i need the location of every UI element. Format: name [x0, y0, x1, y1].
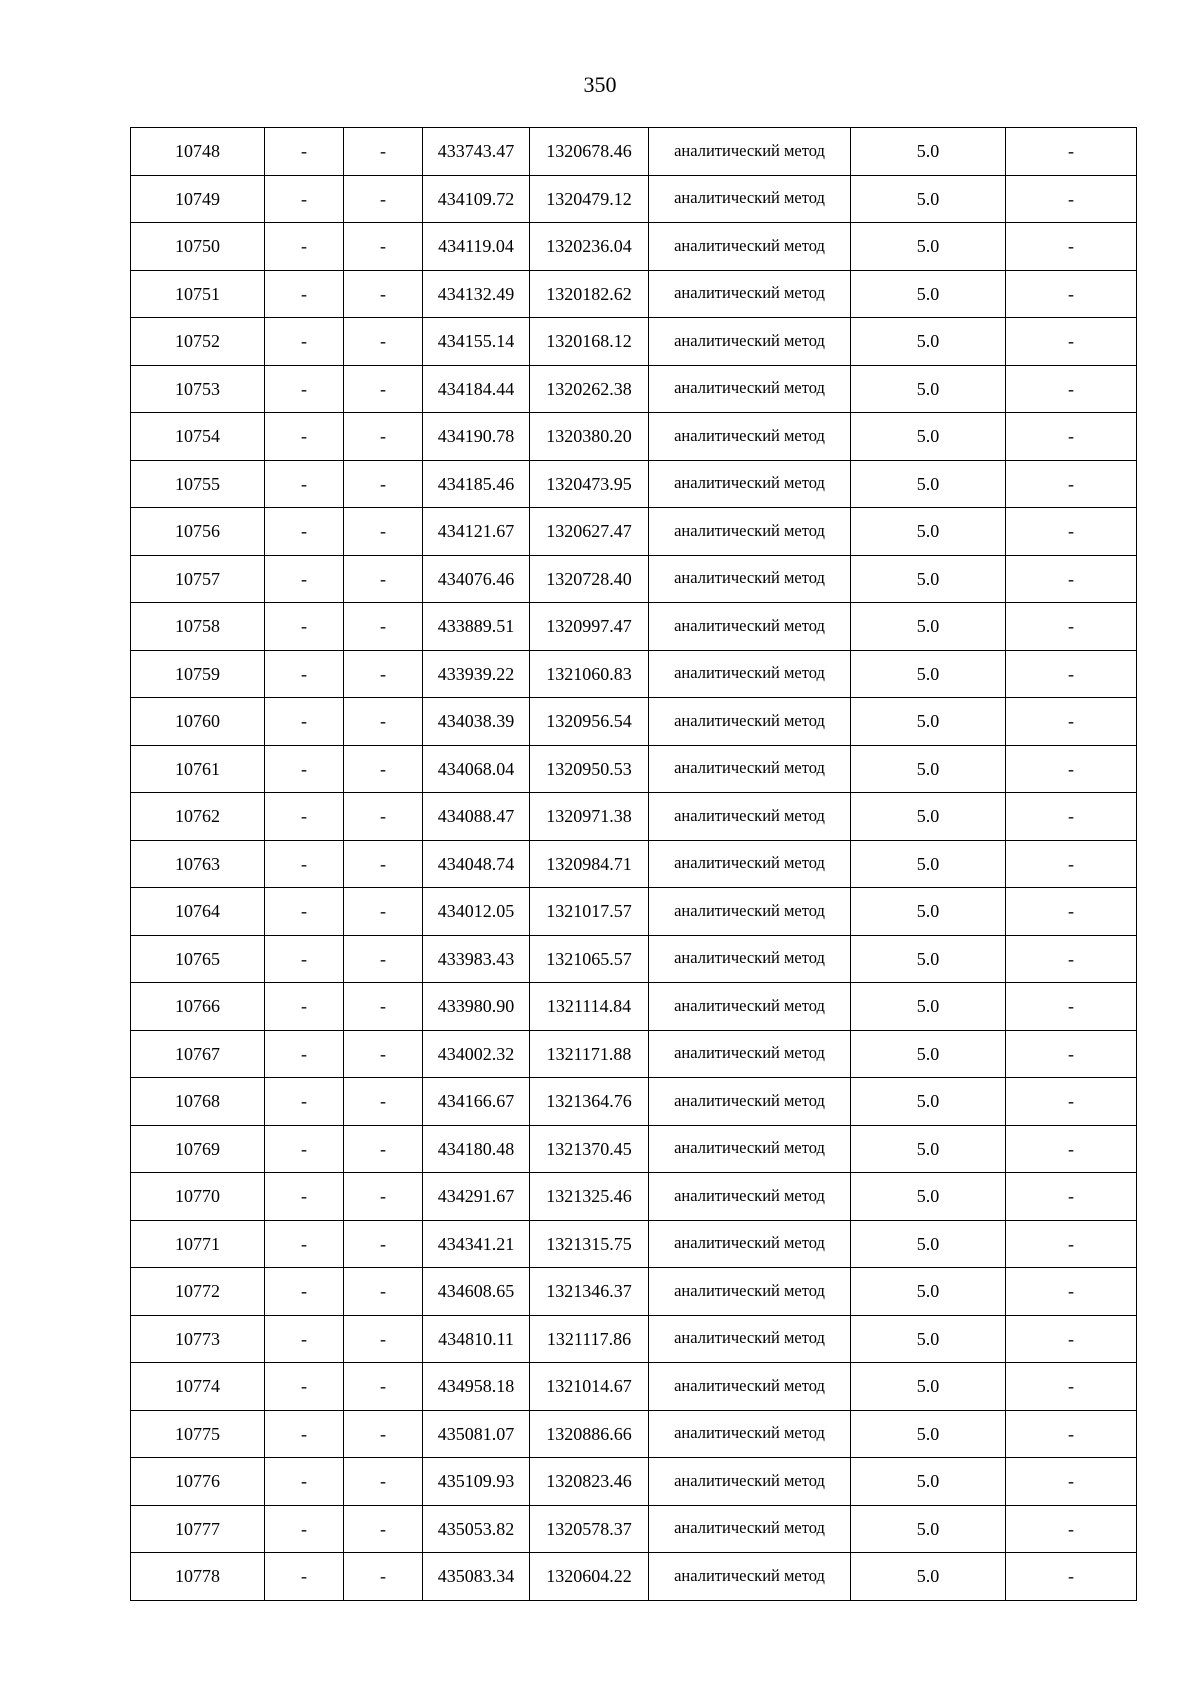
method-cell: аналитический метод — [649, 935, 851, 983]
dash-cell: - — [344, 888, 423, 936]
x-coordinate-cell: 433980.90 — [423, 983, 530, 1031]
method-cell: аналитический метод — [649, 223, 851, 271]
dash-cell: - — [344, 1030, 423, 1078]
method-cell: аналитический метод — [649, 793, 851, 841]
y-coordinate-cell: 1320604.22 — [530, 1553, 649, 1601]
dash-cell: - — [265, 223, 344, 271]
dash-cell: - — [265, 1220, 344, 1268]
note-cell: - — [1006, 365, 1137, 413]
accuracy-cell: 5.0 — [851, 1363, 1006, 1411]
point-id-cell: 10759 — [131, 650, 265, 698]
page-number: 350 — [583, 72, 617, 97]
method-cell: аналитический метод — [649, 650, 851, 698]
point-id-cell: 10752 — [131, 318, 265, 366]
table-row — [131, 508, 1137, 556]
table-body — [131, 128, 1137, 1601]
note-cell: - — [1006, 793, 1137, 841]
x-coordinate-cell: 434012.05 — [423, 888, 530, 936]
table-row — [131, 698, 1137, 746]
y-coordinate-cell: 1320678.46 — [530, 128, 649, 176]
point-id-cell: 10776 — [131, 1458, 265, 1506]
table-row — [131, 1363, 1137, 1411]
table-row — [131, 1173, 1137, 1221]
dash-cell: - — [265, 318, 344, 366]
y-coordinate-cell: 1321065.57 — [530, 935, 649, 983]
note-cell: - — [1006, 128, 1137, 176]
method-cell: аналитический метод — [649, 840, 851, 888]
dash-cell: - — [265, 603, 344, 651]
y-coordinate-cell: 1321060.83 — [530, 650, 649, 698]
accuracy-cell: 5.0 — [851, 365, 1006, 413]
y-coordinate-cell: 1320473.95 — [530, 460, 649, 508]
x-coordinate-cell: 434608.65 — [423, 1268, 530, 1316]
dash-cell: - — [265, 365, 344, 413]
note-cell: - — [1006, 555, 1137, 603]
table-row — [131, 555, 1137, 603]
accuracy-cell: 5.0 — [851, 270, 1006, 318]
point-id-cell: 10750 — [131, 223, 265, 271]
accuracy-cell: 5.0 — [851, 318, 1006, 366]
y-coordinate-cell: 1320956.54 — [530, 698, 649, 746]
y-coordinate-cell: 1321370.45 — [530, 1125, 649, 1173]
dash-cell: - — [265, 650, 344, 698]
table-row — [131, 365, 1137, 413]
method-cell: аналитический метод — [649, 1030, 851, 1078]
note-cell: - — [1006, 1173, 1137, 1221]
point-id-cell: 10778 — [131, 1553, 265, 1601]
x-coordinate-cell: 434068.04 — [423, 745, 530, 793]
note-cell: - — [1006, 1220, 1137, 1268]
point-id-cell: 10748 — [131, 128, 265, 176]
dash-cell: - — [344, 650, 423, 698]
point-id-cell: 10755 — [131, 460, 265, 508]
dash-cell: - — [344, 840, 423, 888]
accuracy-cell: 5.0 — [851, 1553, 1006, 1601]
dash-cell: - — [344, 555, 423, 603]
x-coordinate-cell: 434109.72 — [423, 175, 530, 223]
dash-cell: - — [344, 223, 423, 271]
table-row — [131, 603, 1137, 651]
y-coordinate-cell: 1320984.71 — [530, 840, 649, 888]
accuracy-cell: 5.0 — [851, 650, 1006, 698]
dash-cell: - — [344, 175, 423, 223]
y-coordinate-cell: 1320236.04 — [530, 223, 649, 271]
dash-cell: - — [344, 1125, 423, 1173]
note-cell: - — [1006, 270, 1137, 318]
accuracy-cell: 5.0 — [851, 1268, 1006, 1316]
y-coordinate-cell: 1320886.66 — [530, 1410, 649, 1458]
note-cell: - — [1006, 460, 1137, 508]
accuracy-cell: 5.0 — [851, 793, 1006, 841]
point-id-cell: 10768 — [131, 1078, 265, 1126]
dash-cell: - — [265, 1173, 344, 1221]
table-row — [131, 1030, 1137, 1078]
table-row — [131, 318, 1137, 366]
dash-cell: - — [265, 175, 344, 223]
dash-cell: - — [265, 745, 344, 793]
accuracy-cell: 5.0 — [851, 745, 1006, 793]
method-cell: аналитический метод — [649, 1078, 851, 1126]
note-cell: - — [1006, 745, 1137, 793]
point-id-cell: 10772 — [131, 1268, 265, 1316]
note-cell: - — [1006, 698, 1137, 746]
x-coordinate-cell: 434341.21 — [423, 1220, 530, 1268]
accuracy-cell: 5.0 — [851, 413, 1006, 461]
note-cell: - — [1006, 1458, 1137, 1506]
method-cell: аналитический метод — [649, 128, 851, 176]
accuracy-cell: 5.0 — [851, 935, 1006, 983]
dash-cell: - — [344, 1078, 423, 1126]
method-cell: аналитический метод — [649, 1505, 851, 1553]
note-cell: - — [1006, 413, 1137, 461]
table-row — [131, 1410, 1137, 1458]
y-coordinate-cell: 1321171.88 — [530, 1030, 649, 1078]
y-coordinate-cell: 1320578.37 — [530, 1505, 649, 1553]
y-coordinate-cell: 1321315.75 — [530, 1220, 649, 1268]
dash-cell: - — [265, 840, 344, 888]
table-row — [131, 935, 1137, 983]
accuracy-cell: 5.0 — [851, 1125, 1006, 1173]
point-id-cell: 10762 — [131, 793, 265, 841]
dash-cell: - — [344, 508, 423, 556]
table-row — [131, 1078, 1137, 1126]
dash-cell: - — [344, 460, 423, 508]
note-cell: - — [1006, 318, 1137, 366]
y-coordinate-cell: 1320262.38 — [530, 365, 649, 413]
table-row — [131, 223, 1137, 271]
accuracy-cell: 5.0 — [851, 508, 1006, 556]
dash-cell: - — [265, 460, 344, 508]
method-cell: аналитический метод — [649, 1410, 851, 1458]
x-coordinate-cell: 434155.14 — [423, 318, 530, 366]
x-coordinate-cell: 434132.49 — [423, 270, 530, 318]
dash-cell: - — [344, 698, 423, 746]
table-row — [131, 650, 1137, 698]
accuracy-cell: 5.0 — [851, 1458, 1006, 1506]
y-coordinate-cell: 1320997.47 — [530, 603, 649, 651]
method-cell: аналитический метод — [649, 698, 851, 746]
table-row — [131, 1125, 1137, 1173]
dash-cell: - — [344, 983, 423, 1031]
method-cell: аналитический метод — [649, 1363, 851, 1411]
y-coordinate-cell: 1321014.67 — [530, 1363, 649, 1411]
method-cell: аналитический метод — [649, 1125, 851, 1173]
method-cell: аналитический метод — [649, 745, 851, 793]
x-coordinate-cell: 434166.67 — [423, 1078, 530, 1126]
dash-cell: - — [265, 555, 344, 603]
x-coordinate-cell: 434185.46 — [423, 460, 530, 508]
dash-cell: - — [344, 935, 423, 983]
accuracy-cell: 5.0 — [851, 128, 1006, 176]
dash-cell: - — [265, 935, 344, 983]
method-cell: аналитический метод — [649, 270, 851, 318]
dash-cell: - — [265, 793, 344, 841]
accuracy-cell: 5.0 — [851, 840, 1006, 888]
dash-cell: - — [265, 128, 344, 176]
method-cell: аналитический метод — [649, 555, 851, 603]
y-coordinate-cell: 1321017.57 — [530, 888, 649, 936]
accuracy-cell: 5.0 — [851, 888, 1006, 936]
dash-cell: - — [265, 1078, 344, 1126]
point-id-cell: 10770 — [131, 1173, 265, 1221]
note-cell: - — [1006, 888, 1137, 936]
y-coordinate-cell: 1320627.47 — [530, 508, 649, 556]
x-coordinate-cell: 433983.43 — [423, 935, 530, 983]
method-cell: аналитический метод — [649, 1553, 851, 1601]
method-cell: аналитический метод — [649, 508, 851, 556]
x-coordinate-cell: 434121.67 — [423, 508, 530, 556]
y-coordinate-cell: 1320479.12 — [530, 175, 649, 223]
coordinates-table — [130, 127, 1137, 1601]
x-coordinate-cell: 434180.48 — [423, 1125, 530, 1173]
dash-cell: - — [265, 1553, 344, 1601]
x-coordinate-cell: 433743.47 — [423, 128, 530, 176]
dash-cell: - — [344, 413, 423, 461]
x-coordinate-cell: 433889.51 — [423, 603, 530, 651]
dash-cell: - — [265, 508, 344, 556]
dash-cell: - — [344, 1458, 423, 1506]
dash-cell: - — [265, 1458, 344, 1506]
accuracy-cell: 5.0 — [851, 175, 1006, 223]
note-cell: - — [1006, 650, 1137, 698]
accuracy-cell: 5.0 — [851, 603, 1006, 651]
y-coordinate-cell: 1320728.40 — [530, 555, 649, 603]
y-coordinate-cell: 1321114.84 — [530, 983, 649, 1031]
x-coordinate-cell: 435053.82 — [423, 1505, 530, 1553]
dash-cell: - — [265, 888, 344, 936]
point-id-cell: 10751 — [131, 270, 265, 318]
point-id-cell: 10765 — [131, 935, 265, 983]
dash-cell: - — [265, 1505, 344, 1553]
note-cell: - — [1006, 1363, 1137, 1411]
table-row — [131, 840, 1137, 888]
y-coordinate-cell: 1321325.46 — [530, 1173, 649, 1221]
x-coordinate-cell: 435109.93 — [423, 1458, 530, 1506]
x-coordinate-cell: 435081.07 — [423, 1410, 530, 1458]
note-cell: - — [1006, 603, 1137, 651]
y-coordinate-cell: 1321346.37 — [530, 1268, 649, 1316]
y-coordinate-cell: 1320950.53 — [530, 745, 649, 793]
x-coordinate-cell: 434190.78 — [423, 413, 530, 461]
table-row — [131, 1505, 1137, 1553]
note-cell: - — [1006, 1315, 1137, 1363]
point-id-cell: 10749 — [131, 175, 265, 223]
method-cell: аналитический метод — [649, 1220, 851, 1268]
note-cell: - — [1006, 1505, 1137, 1553]
dash-cell: - — [344, 1553, 423, 1601]
accuracy-cell: 5.0 — [851, 1078, 1006, 1126]
method-cell: аналитический метод — [649, 1268, 851, 1316]
x-coordinate-cell: 434002.32 — [423, 1030, 530, 1078]
accuracy-cell: 5.0 — [851, 1173, 1006, 1221]
dash-cell: - — [344, 1505, 423, 1553]
x-coordinate-cell: 434958.18 — [423, 1363, 530, 1411]
table-row — [131, 1458, 1137, 1506]
dash-cell: - — [344, 128, 423, 176]
method-cell: аналитический метод — [649, 175, 851, 223]
method-cell: аналитический метод — [649, 1458, 851, 1506]
point-id-cell: 10757 — [131, 555, 265, 603]
method-cell: аналитический метод — [649, 1315, 851, 1363]
method-cell: аналитический метод — [649, 413, 851, 461]
y-coordinate-cell: 1320168.12 — [530, 318, 649, 366]
accuracy-cell: 5.0 — [851, 1505, 1006, 1553]
dash-cell: - — [344, 1315, 423, 1363]
accuracy-cell: 5.0 — [851, 1220, 1006, 1268]
table-row — [131, 983, 1137, 1031]
method-cell: аналитический метод — [649, 1173, 851, 1221]
dash-cell: - — [344, 745, 423, 793]
x-coordinate-cell: 434810.11 — [423, 1315, 530, 1363]
point-id-cell: 10769 — [131, 1125, 265, 1173]
dash-cell: - — [344, 1363, 423, 1411]
point-id-cell: 10771 — [131, 1220, 265, 1268]
dash-cell: - — [344, 1410, 423, 1458]
table-row — [131, 793, 1137, 841]
table-row — [131, 460, 1137, 508]
point-id-cell: 10767 — [131, 1030, 265, 1078]
table-row — [131, 1315, 1137, 1363]
point-id-cell: 10777 — [131, 1505, 265, 1553]
point-id-cell: 10773 — [131, 1315, 265, 1363]
note-cell: - — [1006, 1078, 1137, 1126]
point-id-cell: 10756 — [131, 508, 265, 556]
dash-cell: - — [344, 365, 423, 413]
point-id-cell: 10758 — [131, 603, 265, 651]
note-cell: - — [1006, 935, 1137, 983]
dash-cell: - — [265, 698, 344, 746]
dash-cell: - — [344, 1173, 423, 1221]
y-coordinate-cell: 1321117.86 — [530, 1315, 649, 1363]
accuracy-cell: 5.0 — [851, 460, 1006, 508]
dash-cell: - — [265, 1410, 344, 1458]
note-cell: - — [1006, 1268, 1137, 1316]
y-coordinate-cell: 1320971.38 — [530, 793, 649, 841]
y-coordinate-cell: 1321364.76 — [530, 1078, 649, 1126]
dash-cell: - — [265, 413, 344, 461]
point-id-cell: 10766 — [131, 983, 265, 1031]
y-coordinate-cell: 1320182.62 — [530, 270, 649, 318]
point-id-cell: 10753 — [131, 365, 265, 413]
x-coordinate-cell: 434048.74 — [423, 840, 530, 888]
note-cell: - — [1006, 508, 1137, 556]
dash-cell: - — [265, 983, 344, 1031]
accuracy-cell: 5.0 — [851, 698, 1006, 746]
x-coordinate-cell: 434291.67 — [423, 1173, 530, 1221]
method-cell: аналитический метод — [649, 460, 851, 508]
accuracy-cell: 5.0 — [851, 1315, 1006, 1363]
dash-cell: - — [344, 318, 423, 366]
table-row — [131, 1220, 1137, 1268]
table-row — [131, 1268, 1137, 1316]
dash-cell: - — [344, 1268, 423, 1316]
note-cell: - — [1006, 223, 1137, 271]
method-cell: аналитический метод — [649, 983, 851, 1031]
dash-cell: - — [265, 1125, 344, 1173]
method-cell: аналитический метод — [649, 365, 851, 413]
point-id-cell: 10774 — [131, 1363, 265, 1411]
accuracy-cell: 5.0 — [851, 223, 1006, 271]
table-row — [131, 1553, 1137, 1601]
table-row — [131, 270, 1137, 318]
x-coordinate-cell: 434184.44 — [423, 365, 530, 413]
note-cell: - — [1006, 840, 1137, 888]
accuracy-cell: 5.0 — [851, 983, 1006, 1031]
dash-cell: - — [344, 603, 423, 651]
method-cell: аналитический метод — [649, 888, 851, 936]
x-coordinate-cell: 434088.47 — [423, 793, 530, 841]
dash-cell: - — [344, 270, 423, 318]
accuracy-cell: 5.0 — [851, 555, 1006, 603]
dash-cell: - — [265, 1363, 344, 1411]
table-row — [131, 413, 1137, 461]
x-coordinate-cell: 434076.46 — [423, 555, 530, 603]
table-row — [131, 888, 1137, 936]
accuracy-cell: 5.0 — [851, 1030, 1006, 1078]
accuracy-cell: 5.0 — [851, 1410, 1006, 1458]
y-coordinate-cell: 1320380.20 — [530, 413, 649, 461]
point-id-cell: 10763 — [131, 840, 265, 888]
dash-cell: - — [344, 1220, 423, 1268]
table-row — [131, 175, 1137, 223]
table-row — [131, 745, 1137, 793]
table-row — [131, 128, 1137, 176]
x-coordinate-cell: 434038.39 — [423, 698, 530, 746]
note-cell: - — [1006, 1030, 1137, 1078]
point-id-cell: 10764 — [131, 888, 265, 936]
dash-cell: - — [265, 270, 344, 318]
y-coordinate-cell: 1320823.46 — [530, 1458, 649, 1506]
point-id-cell: 10754 — [131, 413, 265, 461]
note-cell: - — [1006, 1125, 1137, 1173]
dash-cell: - — [265, 1268, 344, 1316]
note-cell: - — [1006, 175, 1137, 223]
note-cell: - — [1006, 983, 1137, 1031]
x-coordinate-cell: 435083.34 — [423, 1553, 530, 1601]
note-cell: - — [1006, 1410, 1137, 1458]
point-id-cell: 10761 — [131, 745, 265, 793]
point-id-cell: 10760 — [131, 698, 265, 746]
method-cell: аналитический метод — [649, 603, 851, 651]
note-cell: - — [1006, 1553, 1137, 1601]
x-coordinate-cell: 433939.22 — [423, 650, 530, 698]
dash-cell: - — [344, 793, 423, 841]
dash-cell: - — [265, 1315, 344, 1363]
x-coordinate-cell: 434119.04 — [423, 223, 530, 271]
point-id-cell: 10775 — [131, 1410, 265, 1458]
method-cell: аналитический метод — [649, 318, 851, 366]
dash-cell: - — [265, 1030, 344, 1078]
